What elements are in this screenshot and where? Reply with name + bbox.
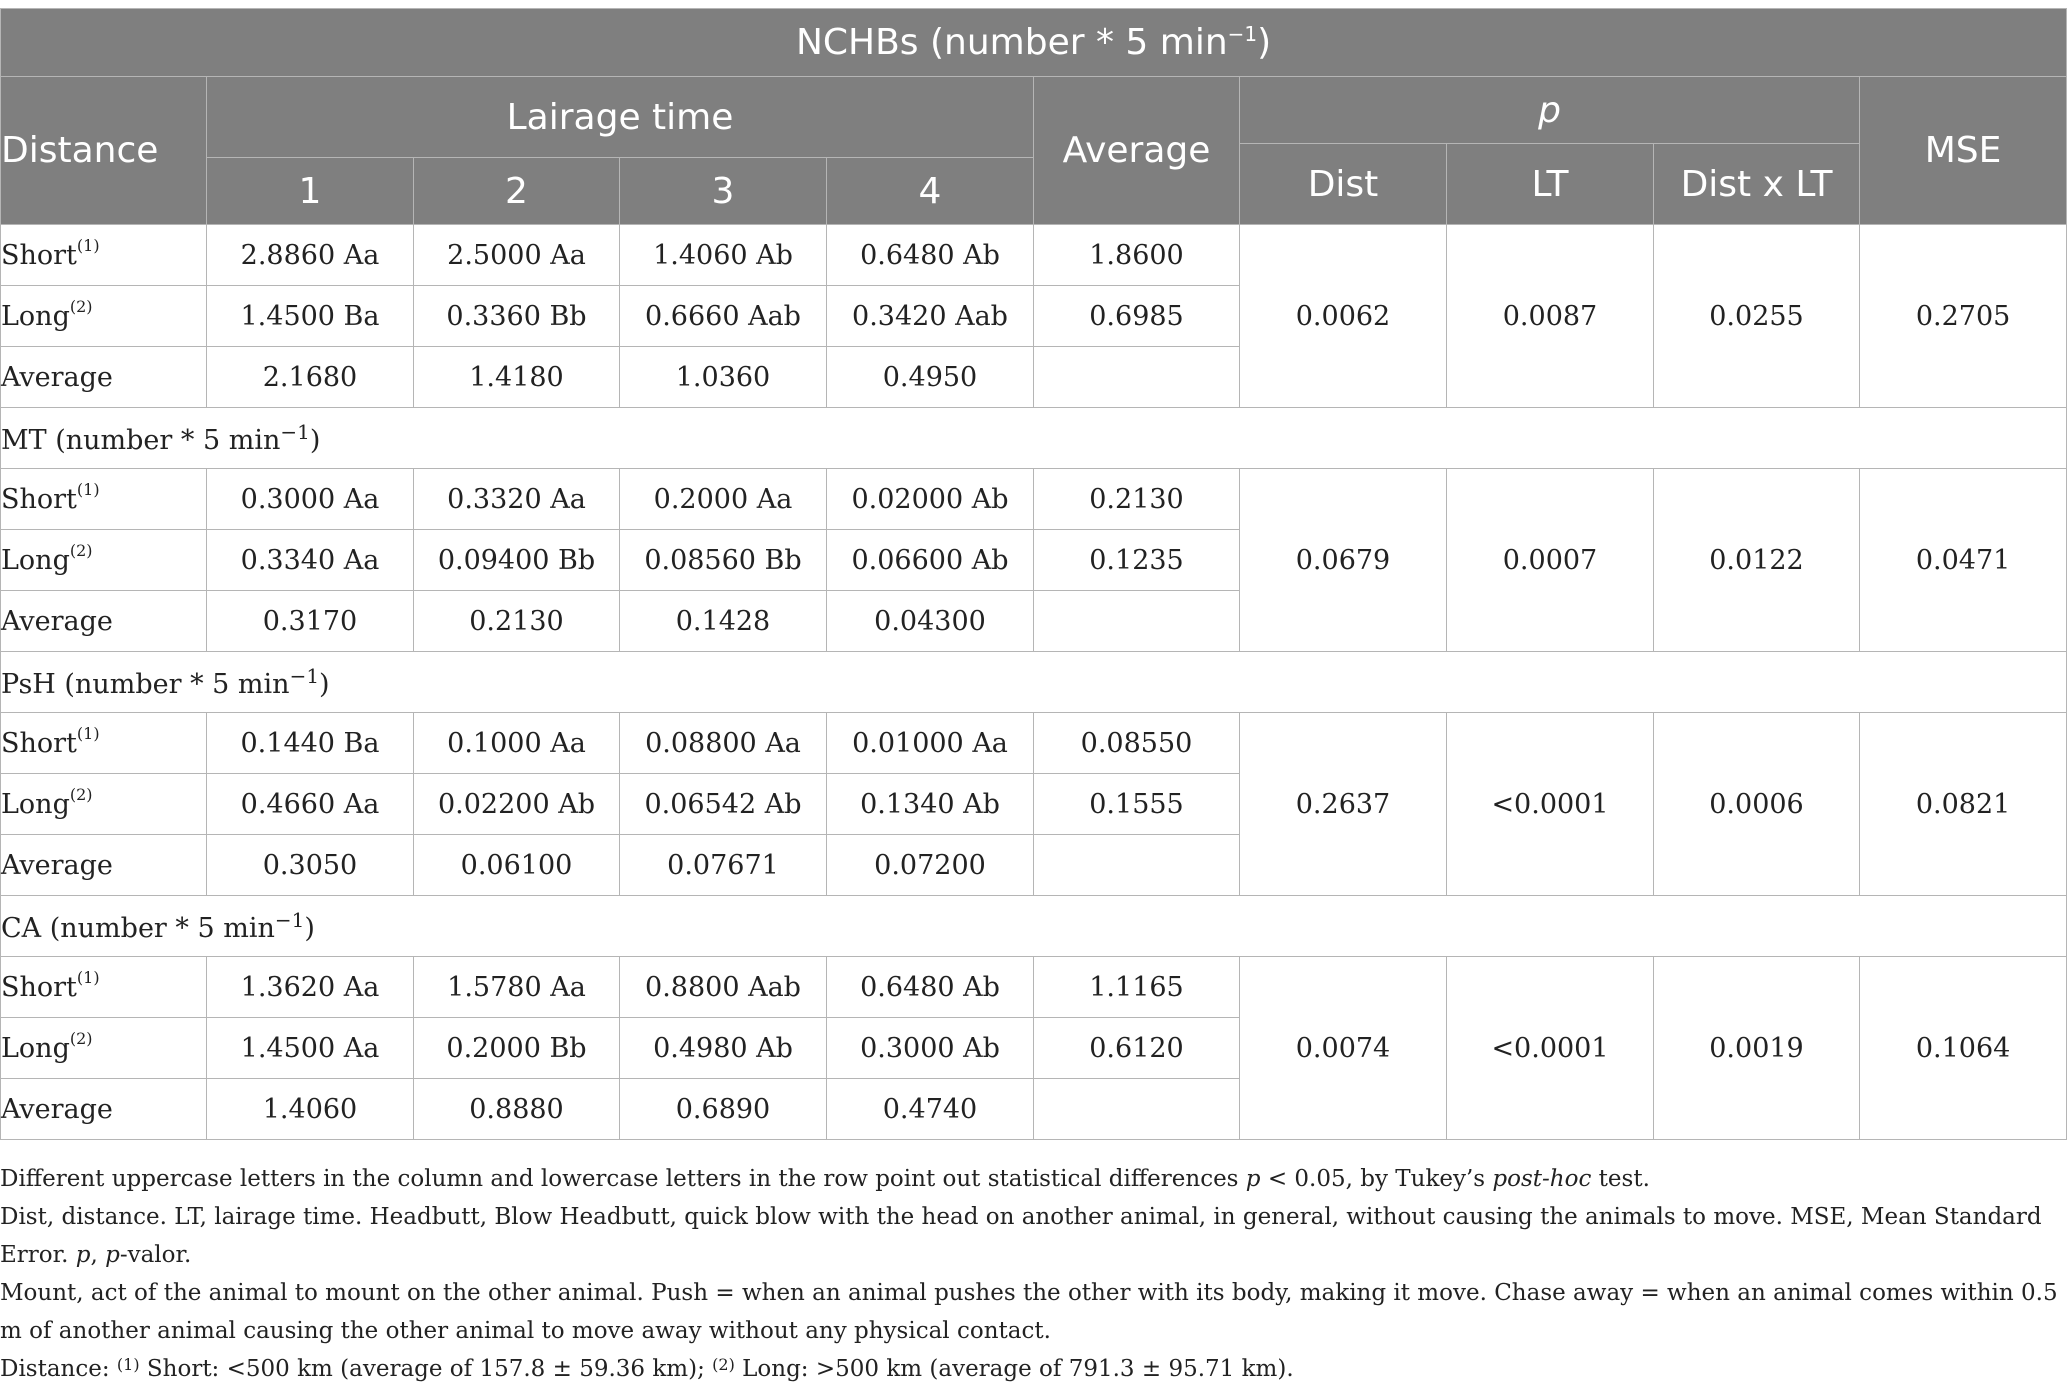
average-cell	[1034, 835, 1240, 896]
table-cell: 0.1000 Aa	[414, 713, 620, 774]
table-cell: 0.07200	[827, 835, 1034, 896]
p-lt-cell: 0.0087	[1447, 225, 1654, 408]
row-label: Long$^{(2)}$	[1, 286, 207, 347]
table-cell: 0.4660 Aa	[207, 774, 414, 835]
section-heading: PsH (number * 5 $\min^{-1}$)	[1, 652, 2067, 713]
header-lairage-time: Lairage time	[207, 77, 1034, 158]
header-lt: LT	[1447, 144, 1654, 225]
header-average: Average	[1034, 77, 1240, 225]
p-lt-cell: 0.0007	[1447, 469, 1654, 652]
table-cell: 0.06542 Ab	[620, 774, 827, 835]
header-lt-2: 2	[414, 158, 620, 225]
table-row	[1, 225, 2067, 286]
table-cell: 0.02200 Ab	[414, 774, 620, 835]
section-heading-row	[1, 652, 2067, 713]
note-4: Distance: $^{(1)}$ Short: <500 km (average of 157.8 ± 59.36 km); $^{(2)}$ Long: >500 km (average of 791.3 ± 95.71 km).	[0, 1355, 1294, 1382]
table-cell: 0.3170	[207, 591, 414, 652]
row-label: Long$^{(2)}$	[1, 774, 207, 835]
header-dist-x-lt: Dist x LT	[1654, 144, 1860, 225]
table-cell: 1.4500 Aa	[207, 1018, 414, 1079]
row-label: Short$^{(1)}$	[1, 469, 207, 530]
section-heading-row	[1, 896, 2067, 957]
table-cell: 0.08800 Aa	[620, 713, 827, 774]
note-2: Dist, distance. LT, lairage time. Headbutt, Blow Headbutt, quick blow with the head on another animal, in general, without causing the animals to move. MSE, Mean Standard Error. p, p-valor.	[0, 1204, 2042, 1268]
note-1: Different uppercase letters in the column and lowercase letters in the row point out statistical differences p < 0.05, by Tukey’s post-hoc test.	[0, 1166, 1650, 1192]
p-lt-cell: <0.0001	[1447, 957, 1654, 1140]
row-label: Short$^{(1)}$	[1, 225, 207, 286]
header-distance: Distance	[1, 77, 207, 225]
p-int-cell: 0.0019	[1654, 957, 1860, 1140]
table-notes	[0, 1160, 2060, 1388]
average-cell	[1034, 591, 1240, 652]
row-label: Long$^{(2)}$	[1, 530, 207, 591]
table-cell: 0.01000 Aa	[827, 713, 1034, 774]
table-cell: 0.1440 Ba	[207, 713, 414, 774]
table-cell: 0.4740	[827, 1079, 1034, 1140]
p-dist-cell: 0.2637	[1240, 713, 1447, 896]
table-cell: 0.3000 Ab	[827, 1018, 1034, 1079]
table-cell: 0.2130	[414, 591, 620, 652]
table-cell: 0.2000 Bb	[414, 1018, 620, 1079]
header-lt-4: 4	[827, 158, 1034, 225]
header-dist: Dist	[1240, 144, 1447, 225]
average-cell	[1034, 1079, 1240, 1140]
mse-cell: 0.0821	[1860, 713, 2067, 896]
table-cell: 0.3000 Aa	[207, 469, 414, 530]
average-cell: 0.1235	[1034, 530, 1240, 591]
average-cell: 0.6985	[1034, 286, 1240, 347]
p-int-cell: 0.0255	[1654, 225, 1860, 408]
p-lt-cell: <0.0001	[1447, 713, 1654, 896]
row-label: Average	[1, 1079, 207, 1140]
average-cell	[1034, 347, 1240, 408]
table-cell: 1.4180	[414, 347, 620, 408]
table-row	[1, 957, 2067, 1018]
row-label: Long$^{(2)}$	[1, 1018, 207, 1079]
average-cell: 1.1165	[1034, 957, 1240, 1018]
p-int-cell: 0.0006	[1654, 713, 1860, 896]
table-cell: 0.07671	[620, 835, 827, 896]
table-row	[1, 469, 2067, 530]
table-cell: 0.6480 Ab	[827, 957, 1034, 1018]
table-body	[1, 225, 2067, 1140]
table-cell: 0.02000 Ab	[827, 469, 1034, 530]
header-mse: MSE	[1860, 77, 2067, 225]
p-dist-cell: 0.0074	[1240, 957, 1447, 1140]
row-label: Average	[1, 347, 207, 408]
results-table	[0, 8, 2067, 1140]
table-cell: 0.1340 Ab	[827, 774, 1034, 835]
average-cell: 0.6120	[1034, 1018, 1240, 1079]
p-int-cell: 0.0122	[1654, 469, 1860, 652]
table-cell: 0.1428	[620, 591, 827, 652]
header-lt-1: 1	[207, 158, 414, 225]
table-cell: 0.6660 Aab	[620, 286, 827, 347]
table-cell: 0.3340 Aa	[207, 530, 414, 591]
table-container	[0, 8, 2068, 1140]
row-label: Short$^{(1)}$	[1, 713, 207, 774]
table-cell: 2.5000 Aa	[414, 225, 620, 286]
table-cell: 0.06600 Ab	[827, 530, 1034, 591]
mse-cell: 0.0471	[1860, 469, 2067, 652]
table-cell: 0.06100	[414, 835, 620, 896]
row-label: Average	[1, 835, 207, 896]
table-cell: 0.8880	[414, 1079, 620, 1140]
table-cell: 0.8800 Aab	[620, 957, 827, 1018]
table-cell: 0.04300	[827, 591, 1034, 652]
table-cell: 0.3420 Aab	[827, 286, 1034, 347]
p-dist-cell: 0.0062	[1240, 225, 1447, 408]
average-cell: 0.2130	[1034, 469, 1240, 530]
average-cell: 1.8600	[1034, 225, 1240, 286]
table-cell: 0.2000 Aa	[620, 469, 827, 530]
row-label: Average	[1, 591, 207, 652]
table-title: NCHBs (number * 5 $\min^{-1}$)	[1, 9, 2067, 77]
table-cell: 1.0360	[620, 347, 827, 408]
average-cell: 0.08550	[1034, 713, 1240, 774]
mse-cell: 0.1064	[1860, 957, 2067, 1140]
table-cell: 2.1680	[207, 347, 414, 408]
table-cell: 0.4950	[827, 347, 1034, 408]
table-cell: 2.8860 Aa	[207, 225, 414, 286]
table-cell: 0.4980 Ab	[620, 1018, 827, 1079]
table-cell: 1.4060	[207, 1079, 414, 1140]
average-cell: 0.1555	[1034, 774, 1240, 835]
table-cell: 0.3050	[207, 835, 414, 896]
table-row	[1, 713, 2067, 774]
section-heading: CA (number * 5 $\min^{-1}$)	[1, 896, 2067, 957]
table-cell: 0.6890	[620, 1079, 827, 1140]
note-3: Mount, act of the animal to mount on the other animal. Push = when an animal pushes the other with its body, making it move. Chase away = when an animal comes within 0.5 m of another animal causing the other animal to move away without any physical contact.	[0, 1280, 2058, 1344]
table-cell: 1.4500 Ba	[207, 286, 414, 347]
table-cell: 0.3360 Bb	[414, 286, 620, 347]
section-heading: MT (number * 5 $\min^{-1}$)	[1, 408, 2067, 469]
row-label: Short$^{(1)}$	[1, 957, 207, 1018]
header-p: p	[1240, 77, 1860, 144]
header-lt-3: 3	[620, 158, 827, 225]
p-dist-cell: 0.0679	[1240, 469, 1447, 652]
table-cell: 0.6480 Ab	[827, 225, 1034, 286]
section-heading-row	[1, 408, 2067, 469]
table-cell: 1.4060 Ab	[620, 225, 827, 286]
table-cell: 0.08560 Bb	[620, 530, 827, 591]
table-cell: 0.09400 Bb	[414, 530, 620, 591]
table-cell: 1.5780 Aa	[414, 957, 620, 1018]
table-cell: 0.3320 Aa	[414, 469, 620, 530]
mse-cell: 0.2705	[1860, 225, 2067, 408]
table-cell: 1.3620 Aa	[207, 957, 414, 1018]
